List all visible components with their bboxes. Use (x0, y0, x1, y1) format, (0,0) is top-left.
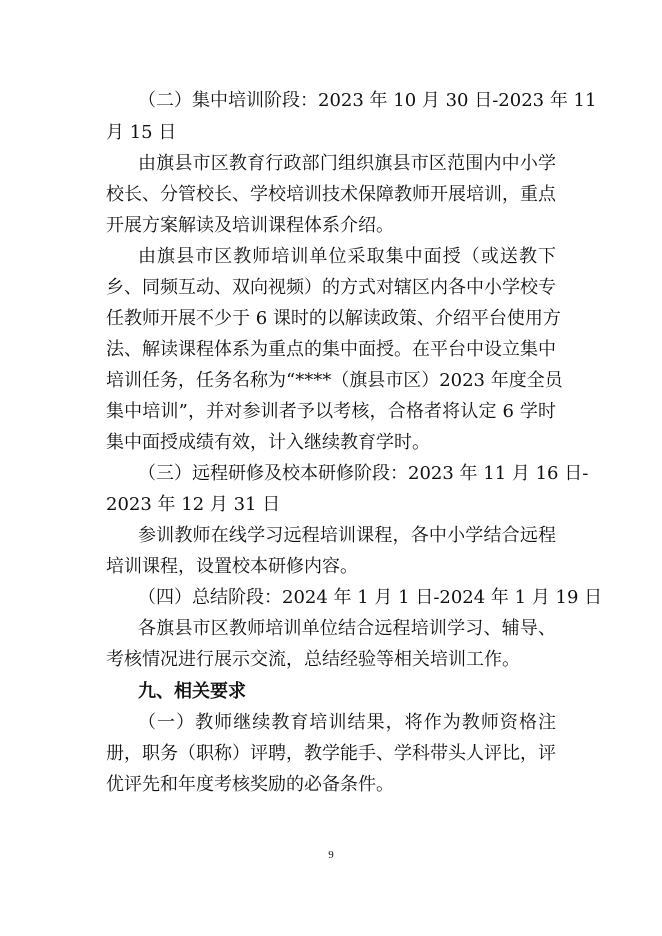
text-line: 集中培训”，并对参训者予以考核，合格者将认定 6 学时 (106, 401, 556, 422)
text-line: 培训课程，设置校本研修内容。 (106, 556, 358, 577)
section-heading-phase-4: （四）总结阶段：2024 年 1 月 1 日-2024 年 1 月 19 日 (138, 587, 603, 608)
text-line: 参训教师在线学习远程培训课程，各中小学结合远程 (138, 525, 556, 546)
text-line: 月 15 日 (106, 122, 177, 143)
text-line: 集中面授成绩有效，计入继续教育学时。 (106, 432, 430, 453)
text-line: 优评先和年度考核奖励的必备条件。 (106, 774, 394, 795)
text-line: 由旗县市区教师培训单位采取集中面授（或送教下 (138, 246, 556, 267)
page-number: 9 (328, 849, 334, 861)
text-line: 由旗县市区教育行政部门组织旗县市区范围内中小学 (138, 153, 556, 174)
section-heading-phase-3: （三）远程研修及校本研修阶段：2023 年 11 月 16 日- (138, 463, 589, 484)
text-line: 2023 年 12 月 31 日 (106, 494, 281, 515)
text-line: 各旗县市区教师培训单位结合远程培训学习、辅导、 (138, 618, 556, 639)
section-heading-requirements: 九、相关要求 (138, 681, 246, 702)
text-line: （一）教师继续教育培训结果，将作为教师资格注 (138, 712, 556, 733)
section-heading-phase-2: （二）集中培训阶段：2023 年 10 月 30 日-2023 年 11 (138, 90, 597, 111)
text-line: 校长、分管校长、学校培训技术保障教师开展培训，重点 (106, 184, 556, 205)
text-line: 法、解读课程体系为重点的集中面授。在平台中设立集中 (106, 339, 556, 360)
text-line: 册，职务（职称）评聘，教学能手、学科带头人评比，评 (106, 743, 556, 764)
text-line: 开展方案解读及培训课程体系介绍。 (106, 215, 394, 236)
text-line: 乡、同频互动、双向视频）的方式对辖区内各中小学校专 (106, 277, 556, 298)
text-line: 考核情况进行展示交流，总结经验等相关培训工作。 (106, 649, 520, 670)
text-line: 培训任务，任务名称为“****（旗县市区）2023 年度全员 (106, 370, 563, 391)
text-line: 任教师开展不少于 6 课时的以解读政策、介绍平台使用方 (106, 308, 561, 329)
